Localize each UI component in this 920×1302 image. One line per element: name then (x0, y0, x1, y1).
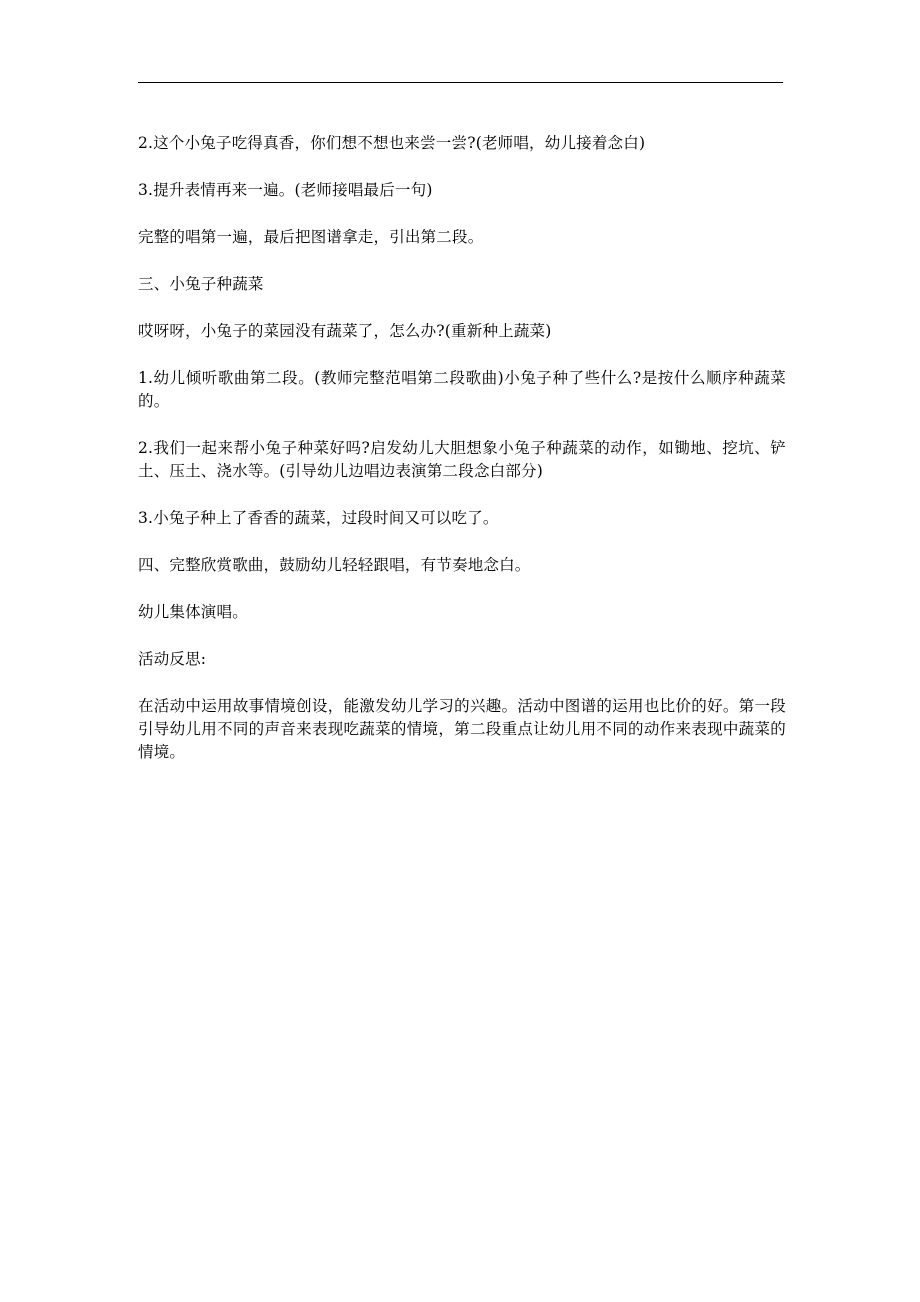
paragraph-step-3-eat-later: 3.小兔子种上了香香的蔬菜，过段时间又可以吃了。 (138, 509, 499, 527)
section-heading-3: 三、小兔子种蔬菜 (138, 275, 264, 293)
reflection-heading: 活动反思: (138, 650, 207, 668)
document-body (138, 132, 786, 764)
section-heading-4: 四、完整欣赏歌曲，鼓励幼儿轻轻跟唱，有节奏地念白。 (138, 556, 531, 574)
paragraph-step-1-listen: 1.幼儿倾听歌曲第二段。(教师完整范唱第二段歌曲)小兔子种了些什么?是按什么顺序种蔬菜的。 (138, 369, 786, 410)
paragraph-step-2-taste: 2.这个小兔子吃得真香，你们想不想也来尝一尝?(老师唱，幼儿接着念白) (138, 134, 646, 152)
paragraph-first-verse-complete: 完整的唱第一遍，最后把图谱拿走，引出第二段。 (138, 228, 484, 246)
reflection-body: 在活动中运用故事情境创设，能激发幼儿学习的兴趣。活动中图谱的运用也比价的好。第一段引导幼儿用不同的声音来表现吃蔬菜的情境，第二段重点让幼儿用不同的动作来表现中蔬菜的情境。 (138, 697, 786, 761)
paragraph-step-2-plant: 2.我们一起来帮小兔子种菜好吗?启发幼儿大胆想象小兔子种蔬菜的动作，如锄地、挖坑、铲土、压土、浇水等。(引导幼儿边唱边表演第二段念白部分) (138, 439, 786, 480)
paragraph-group-singing: 幼儿集体演唱。 (138, 603, 248, 621)
paragraph-step-3-sing-again: 3.提升表情再来一遍。(老师接唱最后一句) (138, 181, 433, 199)
header-rule (138, 82, 783, 83)
paragraph-garden-empty: 哎呀呀，小兔子的菜园没有蔬菜了，怎么办?(重新种上蔬菜) (138, 322, 552, 340)
